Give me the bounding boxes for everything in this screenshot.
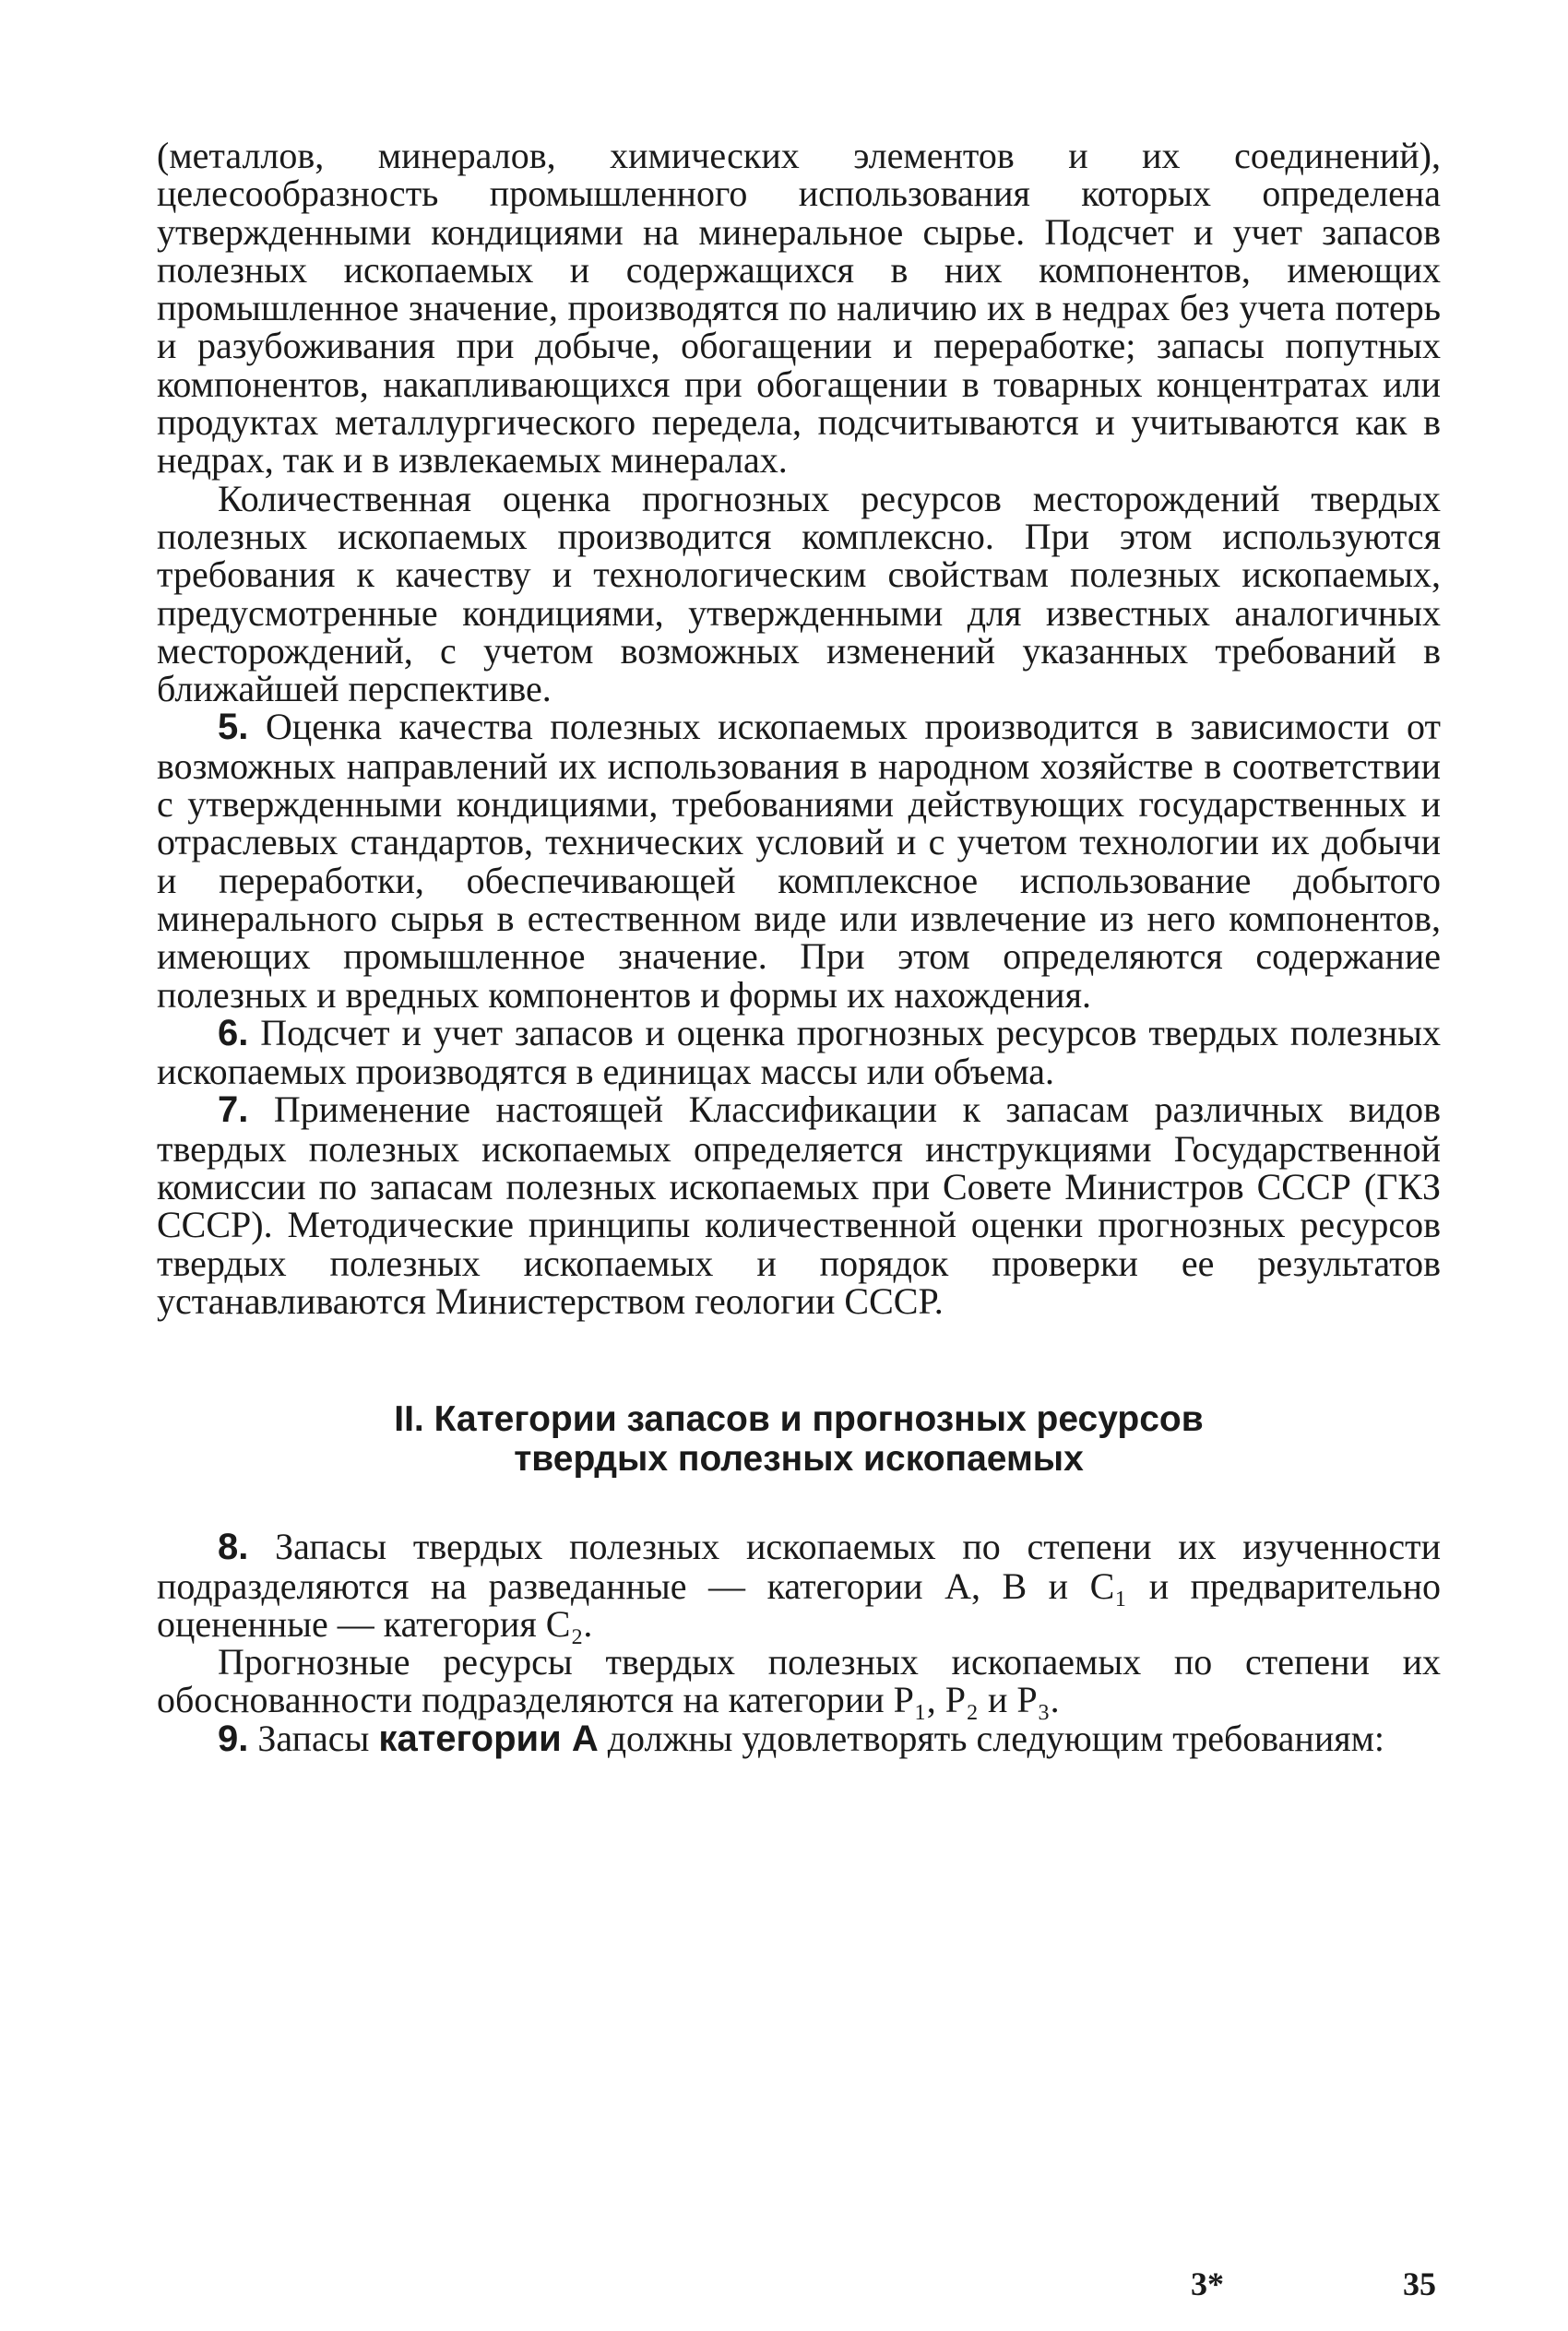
item-number-6: 6. bbox=[218, 1012, 249, 1053]
item-text-9-bold: категории А bbox=[378, 1718, 599, 1759]
section-heading-line-1: II. Категории запасов и прогнозных ресурсов bbox=[394, 1399, 1204, 1440]
paragraph-item-9 bbox=[157, 1719, 1441, 1758]
item-text-5: Оценка качества полезных ископаемых производится в зависимости от возможных направлений их использования в народном хозяйстве в соответствии с утвержденными кондициями, требованиями действующих государственных и отраслевых стандартов, технических условий и с учетом технологии их добычи и переработки, обеспечивающей комплексное использование добытого минерального сырья в естественном виде или извлечение из него компонентов, имеющих промышленное значение. При этом определяются содержание полезных и вредных компонентов и формы их нахождения. bbox=[157, 706, 1442, 1016]
item-text-9-post: должны удовлетворять следующим требованиям: bbox=[598, 1717, 1385, 1759]
item-number-9: 9. bbox=[218, 1718, 249, 1759]
paragraph-item-8 bbox=[157, 1528, 1441, 1643]
item-number-8: 8. bbox=[218, 1527, 249, 1568]
item-text-8: Запасы твердых полезных ископаемых по степени их изученности подразделяются на разведанные — категории А, В и C₁ и предварительно оцененные — категория C₂. bbox=[157, 1526, 1441, 1645]
item-number-5: 5. bbox=[218, 707, 249, 748]
signature-mark: 3* bbox=[1191, 2266, 1224, 2302]
page-number: 35 bbox=[1403, 2266, 1436, 2302]
section-heading bbox=[157, 1399, 1441, 1479]
paragraph-item-5 bbox=[157, 706, 1442, 1016]
paragraph-item-7 bbox=[157, 1090, 1441, 1320]
paragraph-forecast-assessment: Количественная оценка прогнозных ресурсов месторождений твердых полезных ископаемых производится комплексно. При этом используются требования к качеству и технологическим свойствам полезных ископаемых, предусмотренные кондициями, утвержденными для известных аналогичных месторождений, с учетом возможных изменений указанных требований в ближайшей перспективе. bbox=[157, 477, 1441, 710]
item-text-7: Применение настоящей Классификации к запасам различных видов твердых полезных ископаемых определяется инструкциями Государственной комиссии по запасам полезных ископаемых при Совете Министров СССР (ГКЗ СССР). Методические принципы количественной оценки прогнозных ресурсов твердых полезных ископаемых и порядок проверки ее результатов устанавливаются Министерством геологии СССР. bbox=[157, 1088, 1442, 1322]
item-text-9-pre: Запасы bbox=[257, 1717, 379, 1759]
item-number-7: 7. bbox=[218, 1089, 249, 1131]
paragraph-continuation: (металлов, минералов, химических элементов и их соединений), целесообразность промышленного использования которых определена утвержденными кондициями на минеральное сырье. Подсчет и учет запасов полезных ископаемых и содержащихся в них компонентов, имеющих промышленное значение, производятся по наличию их в недрах без учета потерь и разубоживания при добыче, обогащении и переработке; запасы попутных компонентов, накапливающихся при обогащении в товарных концентратах или продуктах металлургического передела, подсчитываются и учитываются как в недрах, так и в извлекаемых минералах. bbox=[157, 135, 1441, 482]
section-heading-line-2: твердых полезных ископаемых bbox=[514, 1439, 1084, 1480]
paragraph-forecast-categories: Прогнозные ресурсы твердых полезных ископаемых по степени их обоснованности подразделяются на категории P₁, P₂ и P₃. bbox=[157, 1641, 1441, 1721]
paragraph-item-6 bbox=[157, 1011, 1441, 1093]
item-text-6: Подсчет и учет запасов и оценка прогнозных ресурсов твердых полезных ископаемых производятся в единицах массы или объема. bbox=[157, 1011, 1441, 1093]
page-body bbox=[157, 137, 1441, 1758]
